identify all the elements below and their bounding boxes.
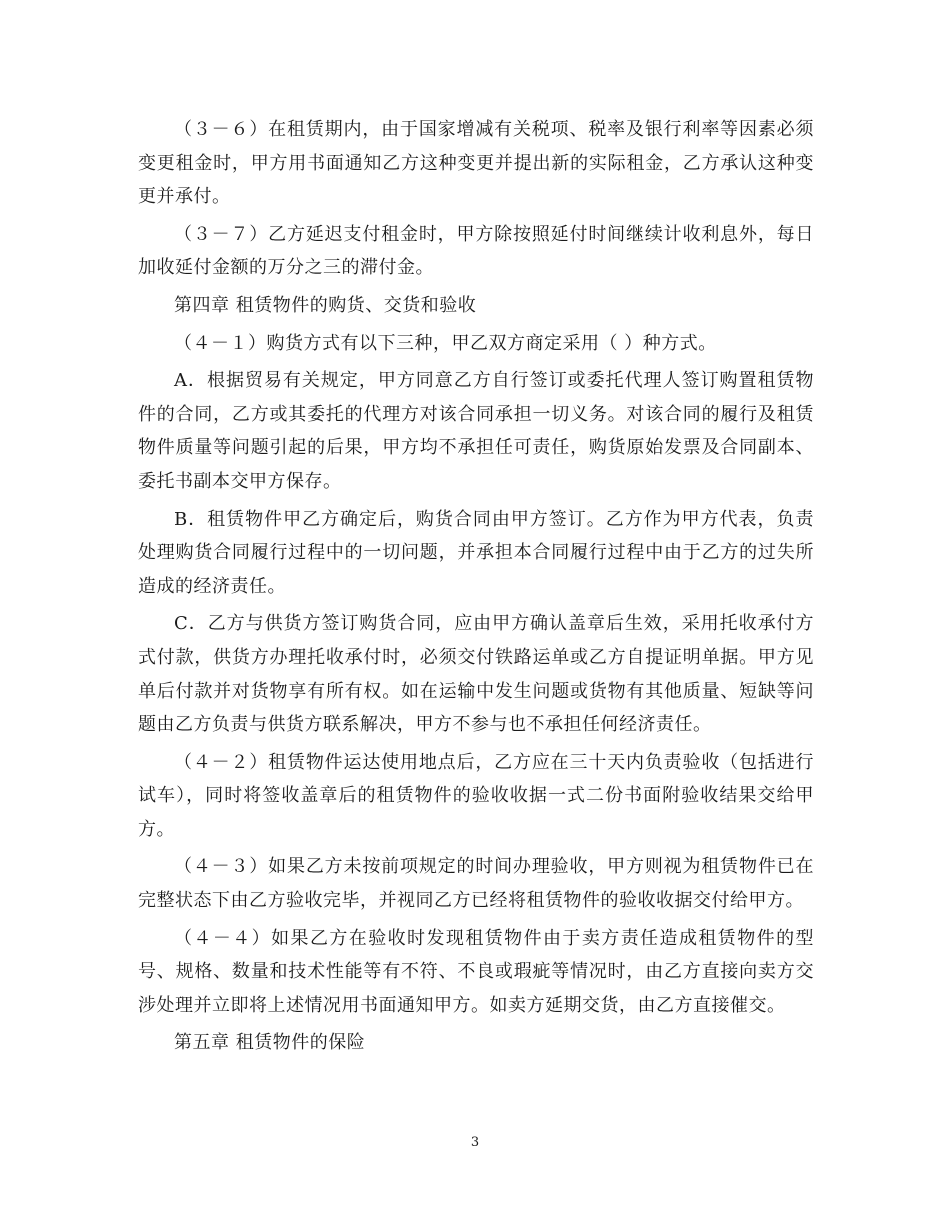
clause-4-1-option-b: B．租赁物件甲乙方确定后，购货合同由甲方签订。乙方作为甲方代表，负责处理购货合同履行过程中的一切问题，并承担本合同履行过程中由于乙方的过失所造成的经济责任。	[138, 508, 814, 597]
clause-4-1-option-c: C．乙方与供货方签订购货合同，应由甲方确认盖章后生效，采用托收承付方式付款，供货方办理托收承付时，必须交付铁路运单或乙方自提证明单据。甲方见单后付款并对货物享有所有权。如在运输中发生问题或货物有其他质量、短缺等问题由乙方负责与供货方联系解决，甲方不参与也不承担任何经济责任。	[138, 613, 814, 736]
clause-4-1-option-a: A．根据贸易有关规定，甲方同意乙方自行签订或委托代理人签订购置租赁物件的合同，乙方或其委托的代理方对该合同承担一切义务。对该合同的履行及租赁物件质量等问题引起的后果，甲方均不承担任可责任，购货原始发票及合同副本、委托书副本交甲方保存。	[138, 370, 814, 492]
clause-4-2: （４－２）租赁物件运达使用地点后，乙方应在三十天内负责验收（包括进行试车），同时将签收盖章后的租赁物件的验收收据一式二份书面附验收结果交给甲方。	[138, 751, 814, 840]
chapter-5-heading: 第五章 租赁物件的保险	[174, 1032, 366, 1054]
page-number: 3	[470, 1135, 480, 1150]
clause-4-1: （４－１）购货方式有以下三种，甲乙双方商定采用（ ）种方式。	[174, 332, 717, 354]
document-body	[138, 113, 814, 1064]
chapter-4-heading: 第四章 租赁物件的购货、交货和验收	[174, 294, 477, 316]
clause-4-3: （４－３）如果乙方未按前项规定的时间办理验收，甲方则视为租赁物件已在完整状态下由乙方验收完毕，并视同乙方已经将租赁物件的验收收据交付给甲方。	[138, 856, 814, 912]
clause-4-4: （４－４）如果乙方在验收时发现租赁物件由于卖方责任造成租赁物件的型号、规格、数量和技术性能等有不符、不良或瑕疵等情况时，由乙方直接向卖方交涉处理并立即将上述情况用书面通知甲方。如卖方延期交货，由乙方直接催交。	[138, 927, 814, 1016]
clause-3-7: （３－７）乙方延迟支付租金时，甲方除按照延付时间继续计收利息外，每日加收延付金额的万分之三的滞付金。	[138, 223, 814, 279]
clause-3-6: （３－６）在租赁期内，由于国家增减有关税项、税率及银行利率等因素必须变更租金时，甲方用书面通知乙方这种变更并提出新的实际租金，乙方承认这种变更并承付。	[138, 119, 814, 208]
